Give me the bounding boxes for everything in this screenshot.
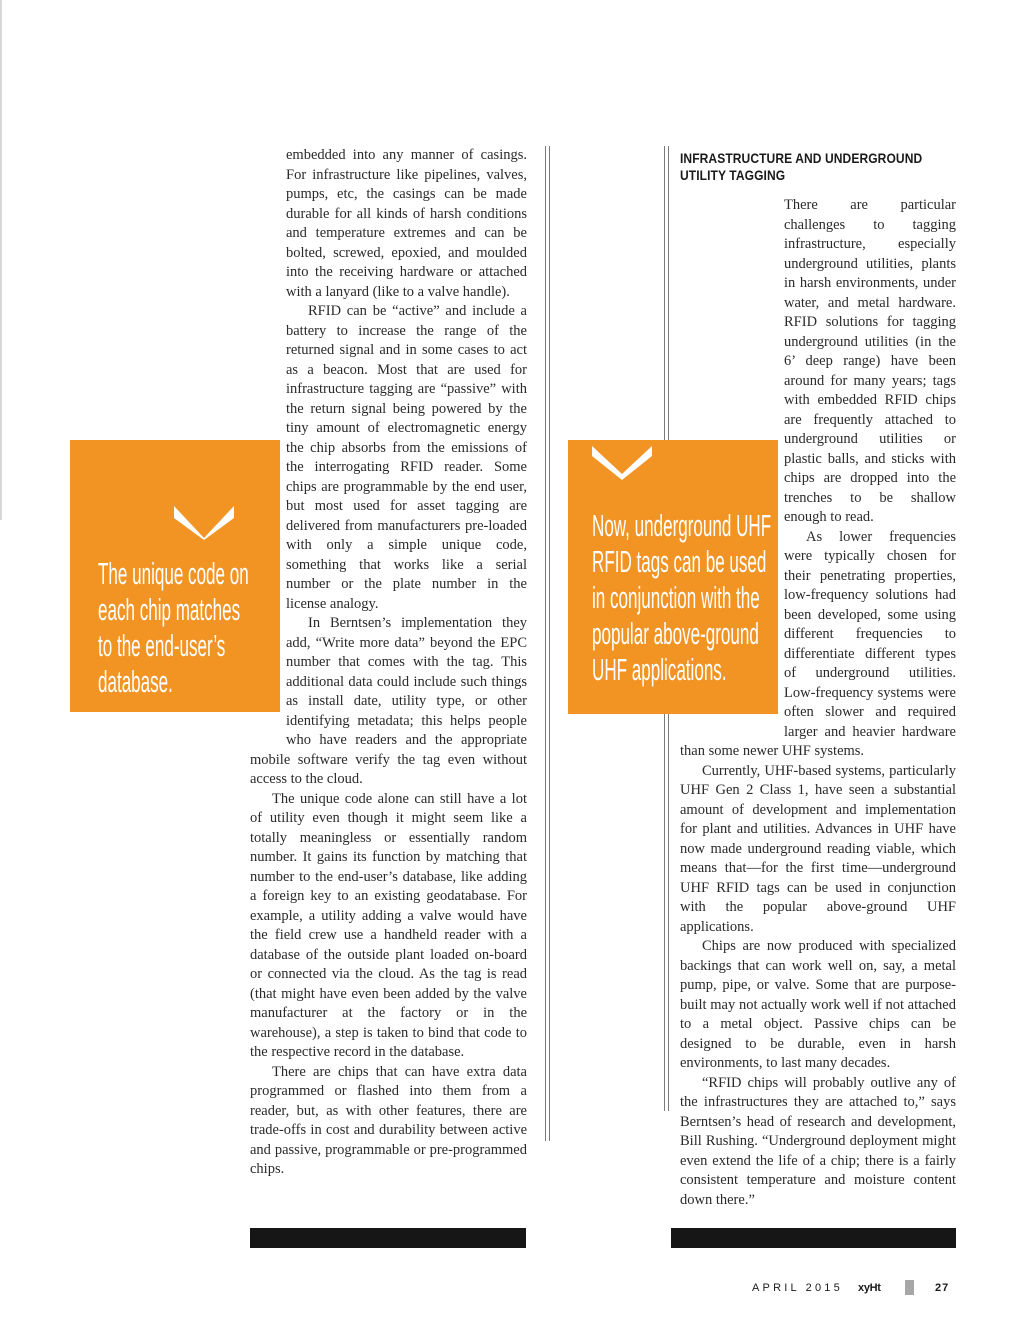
bottom-bar-right (671, 1228, 956, 1248)
right-column (680, 196, 956, 1210)
page-number: 27 (935, 1282, 950, 1294)
column-rule-left-b (549, 146, 550, 1141)
wrap-spacer (680, 430, 784, 724)
body-paragraph: “RFID chips will probably outlive any of the infrastructures they are attached to,” says Berntsen’s head of research and development, Bill Rushing. “Underground deployment might even extend the life of a chip; there is a fairly consistent temperature and moisture content down there.” (680, 1074, 956, 1208)
pull-quote-left-line: each chip matches (98, 592, 241, 627)
page-edge-line (0, 0, 2, 520)
pull-quote-left-line: to the end-user’s (98, 628, 226, 663)
pull-quote-left-box (70, 440, 280, 712)
pull-quote-left (98, 556, 249, 700)
section-heading: INFRASTRUCTURE AND UNDERGROUND UTILITY TAGGING (680, 150, 923, 183)
pull-quote-right-line: RFID tags can be used (592, 544, 767, 579)
body-paragraph: Currently, UHF-based systems, particularly UHF Gen 2 Class 1, have seen a substantial amount of development and implementation for plant and utilities. Advances in UHF have now made underground reading viable, which means that—for the first time—underground UHF RFID tags can be used in conjunction with the popular above-ground UHF applications. (680, 762, 956, 935)
footer-separator (905, 1280, 914, 1295)
body-paragraph: As lower frequencies were typically chosen for their penetrating properties, low-frequency solutions had been developed, some using different frequencies to differentiate different types of underground utilities. Low-frequency systems were often slower and required larger and heavier hardware than some newer UHF systems. (680, 528, 956, 759)
footer-date: APRIL 2015 (752, 1282, 843, 1294)
body-paragraph: Chips are now produced with specialized backings that can work well on, say, a metal pump, pipe, or valve. Some that are purpose-built may not actually work well if not attached to a metal object. Passive chips can be designed to be durable, even in harsh environments, to last many decades. (680, 938, 956, 1071)
notch-arrow-icon (174, 506, 234, 540)
body-paragraph: In Berntsen’s implementation they add, “Write more data” beyond the EPC number that comes with the tag. This additional data could include such things as install date, utility type, or other identifying metadata; this helps people who have readers and the appropriate mobile software verify the tag even without access to the cloud. (250, 615, 527, 787)
pull-quote-right-line: Now, underground UHF (592, 508, 772, 543)
pull-quote-right-line: UHF applications. (592, 652, 727, 687)
wrap-spacer (250, 440, 286, 734)
bottom-bar-left (250, 1228, 526, 1248)
pull-quote-left-line: The unique code on (98, 556, 249, 591)
pull-quote-right-line: popular above-ground (592, 616, 759, 651)
body-paragraph: There are chips that can have extra data programmed or flashed into them from a reader, but, as with other features, there are trade-offs in cost and durability between active and passive, programmable or pre-programmed chips. (250, 1063, 527, 1177)
column-rule-left-a (545, 146, 546, 1141)
notch-arrow-icon (592, 446, 652, 480)
pull-quote-right-line: in conjunction with the (592, 580, 760, 615)
body-paragraph: There are particular challenges to tagging infrastructure, especially underground utilities, plants in harsh environments, under water, and metal hardware. RFID solutions for tagging underground utilities (in the 6’ deep range) have been around for many years; tags with embedded RFID chips are frequently attached to underground utilities or plastic balls, and sticks with chips are dropped into the trenches to be shallow enough to read. (784, 197, 956, 525)
body-paragraph: RFID can be “active” and include a battery to increase the range of the returned signal and in some cases to act as a beacon. Most that are used for infrastructure tagging are “passive” with the return signal being powered by the tiny amount of electromagnetic energy the chip absorbs from the emissions of the interrogating RFID reader. Some chips are programmable by the end user, but most used for asset tagging are delivered from manufacturers pre-loaded with only a simple unique code, something that works like a serial number or the plate number in the license analogy. (286, 303, 527, 612)
body-paragraph: embedded into any manner of casings. For infrastructure like pipelines, valves, pumps, etc, the casings can be made durable for all kinds of harsh conditions and temperature extremes and can be bolted, screwed, epoxied, and moulded into the receiving hardware or attached with a lanyard (like to a valve handle). (286, 147, 527, 300)
footer-magazine: xyHt (858, 1282, 881, 1294)
pull-quote-left-line: database. (98, 664, 173, 699)
body-paragraph: The unique code alone can still have a lot of utility even though it might seem like a totally meaningless or essentially random number. It gains its function by matching that number to the end-user’s database, like adding a foreign key to an existing geodatabase. For example, a utility adding a valve would have the field crew use a handheld reader with a database of the outside plant loaded on-board or connected via the cloud. As the tag is read (that might have even been added by the valve manufacturer at the factory or in the warehouse), a step is taken to bind that code to the respective record in the database. (250, 790, 527, 1060)
left-column (250, 146, 527, 1180)
